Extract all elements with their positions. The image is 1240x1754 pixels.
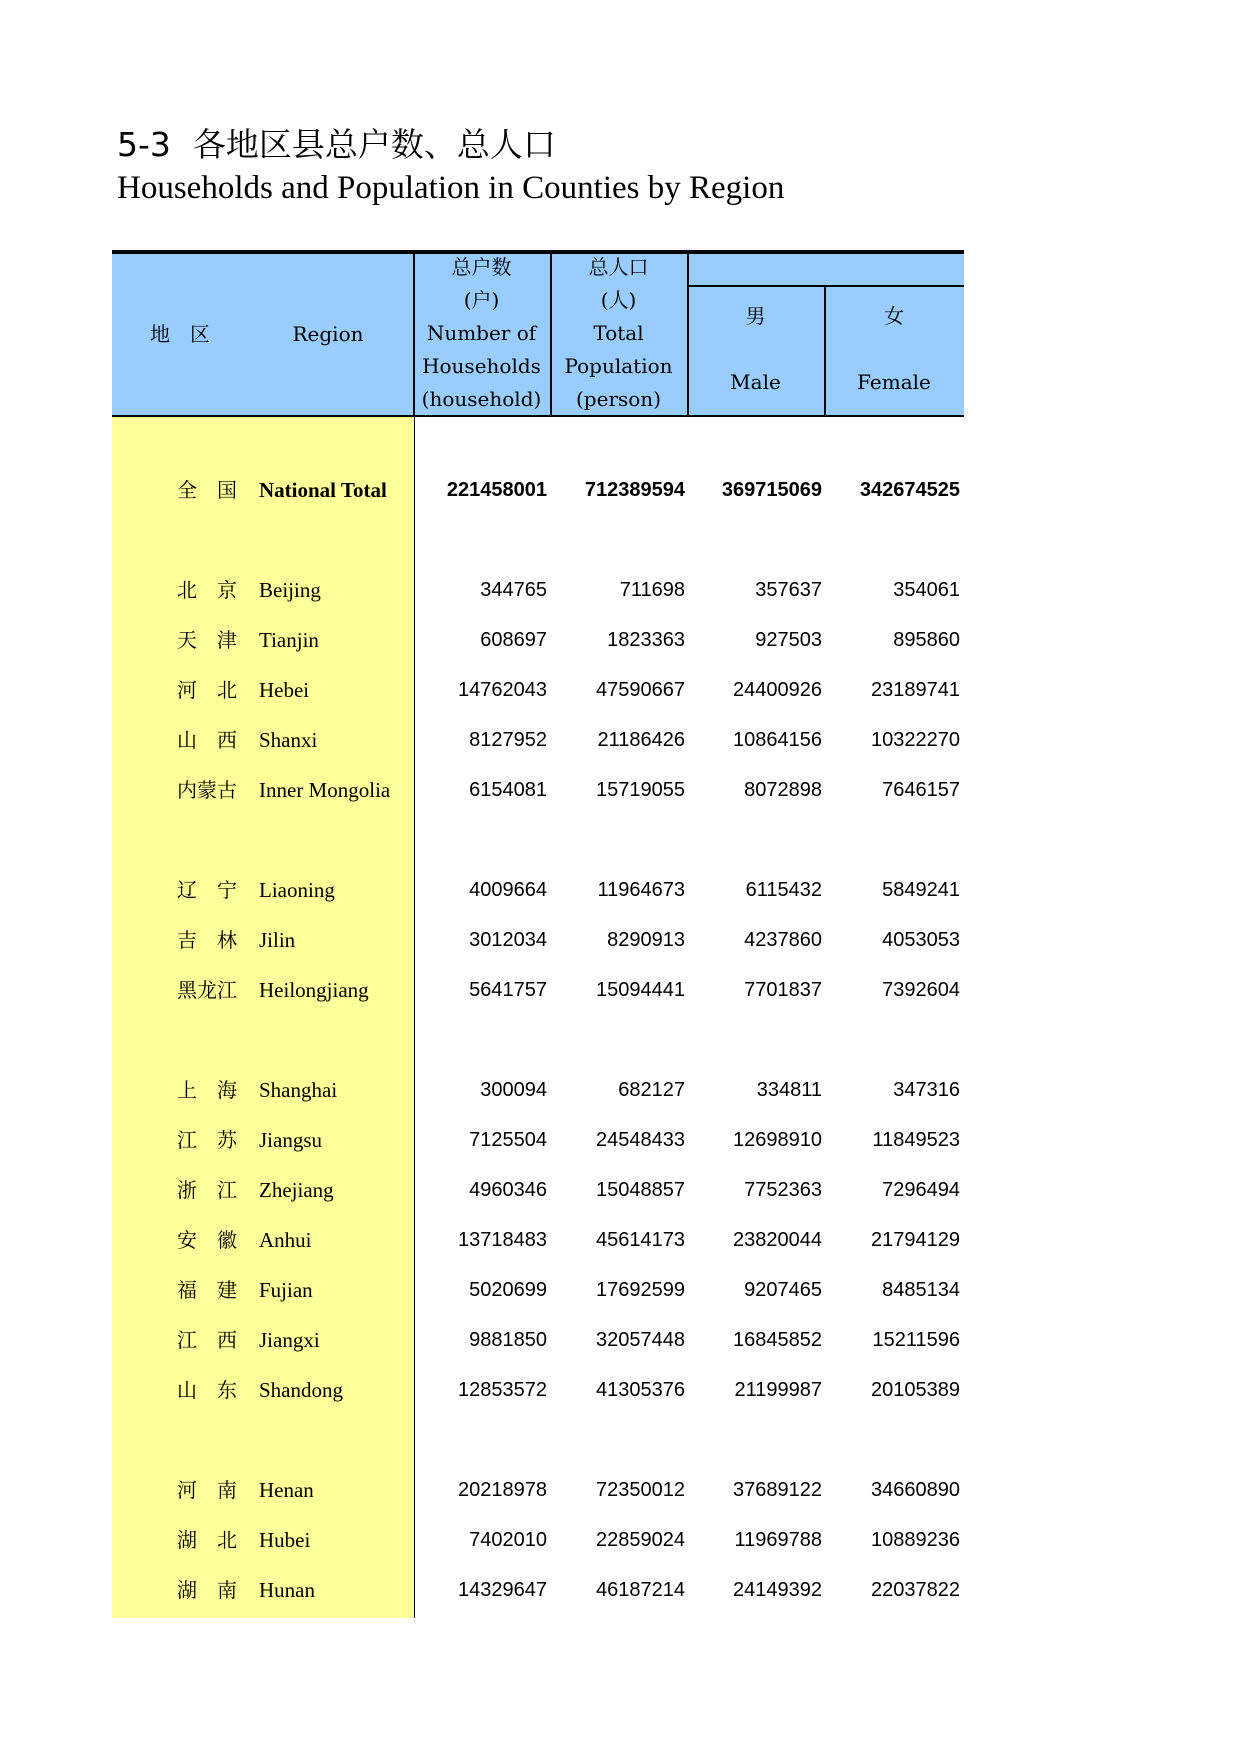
male-value: 334811: [756, 1079, 822, 1101]
header-population-en-1: Total: [593, 321, 644, 345]
female-value: 7392604: [882, 979, 960, 1001]
header-population-en-2: Population: [564, 354, 673, 378]
population-value: 711698: [619, 579, 685, 601]
region-zh: 山 西: [177, 728, 237, 752]
households-value: 13718483: [458, 1229, 547, 1251]
female-value: 342674525: [859, 479, 960, 501]
female-value: 8485134: [882, 1279, 960, 1301]
households-value: 12853572: [458, 1379, 547, 1401]
region-en: Hunan: [259, 1578, 315, 1602]
region-en: Shandong: [259, 1378, 343, 1402]
population-value: 17692599: [596, 1279, 685, 1301]
header-region-zh: 地 区: [150, 322, 210, 346]
households-value: 20218978: [458, 1479, 547, 1501]
households-value: 300094: [480, 1079, 547, 1101]
female-value: 7296494: [882, 1179, 960, 1201]
english-title: Households and Population in Counties by Region: [117, 170, 785, 206]
region-en: Liaoning: [259, 878, 335, 902]
region-en: Shanghai: [259, 1078, 338, 1102]
table-row: [112, 1065, 964, 1115]
population-value: 24548433: [596, 1129, 685, 1151]
population-value: 41305376: [596, 1379, 685, 1401]
table-row: [112, 765, 964, 815]
region-zh: 吉 林: [177, 928, 237, 952]
female-value: 7646157: [882, 779, 960, 801]
table-row: [112, 715, 964, 765]
region-zh: 内蒙古: [177, 778, 237, 802]
households-value: 6154081: [469, 779, 547, 801]
header-households-zh: 总户数: [451, 255, 512, 279]
population-value: 15094441: [596, 979, 685, 1001]
header-population-unit-zh: (人): [600, 288, 637, 312]
table-row: [112, 465, 964, 515]
female-value: 895860: [893, 629, 960, 651]
male-value: 6115432: [745, 879, 822, 901]
table-row: [112, 865, 964, 915]
female-value: 5849241: [882, 879, 960, 901]
table-row: [112, 1315, 964, 1365]
male-value: 24149392: [733, 1579, 822, 1601]
female-value: 21794129: [871, 1229, 960, 1251]
male-value: 12698910: [733, 1129, 822, 1151]
region-en: Jiangxi: [259, 1328, 320, 1352]
male-value: 7701837: [744, 979, 822, 1001]
header-households-en-1: Number of: [426, 321, 537, 345]
female-value: 10889236: [871, 1529, 960, 1551]
table-row: [112, 1265, 964, 1315]
region-en: Fujian: [259, 1278, 313, 1302]
population-value: 682127: [618, 1079, 685, 1101]
households-value: 7402010: [469, 1529, 547, 1551]
female-value: 11849523: [872, 1129, 960, 1151]
households-value: 14329647: [458, 1579, 547, 1601]
population-value: 21186426: [597, 729, 685, 751]
table-row: [112, 915, 964, 965]
region-en: Hebei: [259, 678, 310, 702]
female-value: 4053053: [882, 929, 960, 951]
population-value: 15048857: [596, 1179, 685, 1201]
population-value: 1823363: [607, 629, 685, 651]
region-zh: 江 西: [177, 1328, 237, 1352]
table-row: [112, 1115, 964, 1165]
table-row: [112, 565, 964, 615]
header-population-unit-en: (person): [576, 387, 661, 411]
table-row: [112, 1365, 964, 1415]
households-value: 344765: [480, 579, 547, 601]
table-number: 5-3: [117, 125, 171, 164]
female-value: 354061: [893, 579, 960, 601]
header-households-en-2: Households: [422, 354, 541, 378]
table-row: [112, 1565, 964, 1615]
female-value: 20105389: [871, 1379, 960, 1401]
households-value: 5641757: [469, 979, 547, 1001]
male-value: 37689122: [733, 1479, 822, 1501]
header-households-unit-en: (household): [421, 387, 542, 411]
region-en: Inner Mongolia: [259, 778, 391, 802]
female-value: 347316: [893, 1079, 960, 1101]
male-value: 8072898: [744, 779, 822, 801]
region-en: Shanxi: [259, 728, 318, 752]
header-female-zh: 女: [884, 304, 904, 328]
table-row: [112, 1515, 964, 1565]
header-male-en: Male: [730, 370, 781, 394]
male-value: 927503: [755, 629, 822, 651]
table-row: [112, 665, 964, 715]
region-zh: 湖 南: [177, 1578, 237, 1602]
households-value: 8127952: [469, 729, 547, 751]
male-value: 369715069: [721, 479, 822, 501]
female-value: 10322270: [871, 729, 960, 751]
population-value: 8290913: [607, 929, 685, 951]
region-zh: 河 南: [177, 1478, 237, 1502]
region-en: Zhejiang: [259, 1178, 334, 1202]
region-zh: 福 建: [177, 1278, 237, 1302]
households-value: 3012034: [469, 929, 547, 951]
region-zh: 安 徽: [177, 1228, 237, 1252]
population-value: 712389594: [584, 479, 685, 501]
population-value: 72350012: [596, 1479, 685, 1501]
region-zh: 江 苏: [177, 1128, 237, 1152]
header-female-en: Female: [857, 370, 931, 394]
table-row: [112, 1465, 964, 1515]
region-en: Hubei: [259, 1528, 311, 1552]
header-households-unit-zh: (户): [463, 288, 500, 312]
region-zh: 浙 江: [177, 1178, 237, 1202]
region-en: Beijing: [259, 578, 321, 602]
region-zh: 上 海: [177, 1078, 237, 1102]
population-value: 22859024: [596, 1529, 685, 1551]
population-subheader-rule: [687, 285, 964, 287]
population-value: 15719055: [596, 779, 685, 801]
region-en: Tianjin: [259, 628, 319, 652]
female-value: 15211596: [872, 1329, 960, 1351]
region-en: Jilin: [259, 928, 296, 952]
header-male-zh: 男: [745, 304, 766, 328]
region-en: Henan: [259, 1478, 314, 1502]
region-zh: 黑龙江: [177, 978, 237, 1002]
male-value: 10864156: [733, 729, 822, 751]
header-region-en: Region: [292, 322, 364, 346]
region-en: Jiangsu: [259, 1128, 322, 1152]
households-value: 4009664: [469, 879, 547, 901]
female-value: 22037822: [871, 1579, 960, 1601]
population-value: 45614173: [596, 1229, 685, 1251]
male-value: 4237860: [744, 929, 822, 951]
table-number-and-chinese-title: [117, 122, 556, 168]
region-zh: 天 津: [177, 628, 237, 652]
population-value: 32057448: [596, 1329, 685, 1351]
households-value: 7125504: [469, 1129, 547, 1151]
population-value: 46187214: [596, 1579, 685, 1601]
households-value: 9881850: [469, 1329, 547, 1351]
male-value: 24400926: [733, 679, 822, 701]
male-value: 16845852: [733, 1329, 822, 1351]
households-value: 221458001: [446, 479, 547, 501]
region-zh: 辽 宁: [177, 878, 237, 902]
region-en: Heilongjiang: [259, 978, 369, 1002]
chinese-title: 各地区县总户数、总人口: [192, 125, 556, 164]
region-zh: 湖 北: [177, 1528, 237, 1552]
population-value: 11964673: [597, 879, 685, 901]
table-row: [112, 615, 964, 665]
households-value: 608697: [480, 629, 547, 651]
region-zh: 河 北: [177, 678, 237, 702]
female-value: 23189741: [871, 679, 960, 701]
female-value: 34660890: [871, 1479, 960, 1501]
region-zh: 山 东: [177, 1378, 237, 1402]
region-en: National Total: [259, 478, 387, 502]
population-value: 47590667: [596, 679, 685, 701]
header-population: [550, 251, 687, 416]
table-row: [112, 1165, 964, 1215]
male-value: 9207465: [744, 1279, 822, 1301]
households-value: 14762043: [458, 679, 547, 701]
region-zh: 北 京: [177, 578, 237, 602]
male-value: 357637: [755, 579, 822, 601]
table-row: [112, 965, 964, 1015]
male-value: 11969788: [734, 1529, 822, 1551]
male-value: 7752363: [744, 1179, 822, 1201]
male-value: 21199987: [734, 1379, 822, 1401]
table-row: [112, 1215, 964, 1265]
header-households: [413, 251, 550, 416]
male-value: 23820044: [733, 1229, 822, 1251]
households-value: 5020699: [469, 1279, 547, 1301]
header-population-zh: 总人口: [588, 255, 649, 279]
region-en: Anhui: [259, 1228, 312, 1252]
households-value: 4960346: [469, 1179, 547, 1201]
region-zh: 全 国: [177, 478, 237, 502]
